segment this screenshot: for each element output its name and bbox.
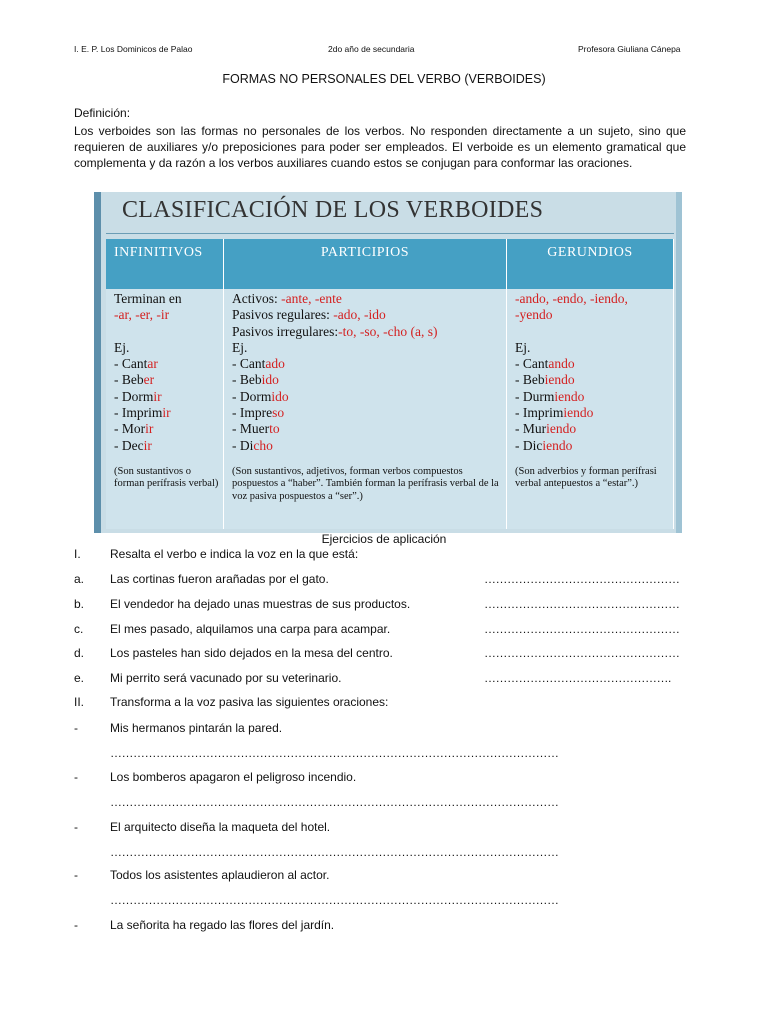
inf-ej: Ej. xyxy=(114,339,130,355)
header-school: I. E. P. Los Dominicos de Palao xyxy=(74,44,193,54)
example-word: - Muerto xyxy=(232,421,280,437)
par-regulares: Pasivos regulares: -ado, -ido xyxy=(232,307,386,323)
cell-gerundios xyxy=(507,289,674,529)
inf-endings: -ar, -er, -ir xyxy=(114,307,170,323)
inf-note: (Son sustantivos o forman perífrasis verbal) xyxy=(114,465,219,490)
header-gerundios: GERUNDIOS xyxy=(507,239,674,289)
example-word: - Decir xyxy=(114,437,152,453)
example-word: - Cantar xyxy=(114,356,158,372)
answer-line[interactable]: ……………………………………………………………………………………………………… xyxy=(110,845,559,859)
cell-participios xyxy=(224,289,507,529)
par-ej: Ej. xyxy=(232,339,248,355)
example-word: - Dicho xyxy=(232,437,273,453)
example-word: - Imprimiendo xyxy=(515,405,594,421)
ger-endings-2: -yendo xyxy=(515,307,553,323)
definition-text: Los verboides son las formas no personales de los verbos. No responden directamente a un sujeto, sino que requieren de auxiliares y/o preposiciones para poder ser empleados. El verboide es un elemento gramatical que complementa y da razón a los verbos auxiliares cuando estos se conjugan para conformar las oraciones. xyxy=(74,124,686,170)
page-title: FORMAS NO PERSONALES DEL VERBO (VERBOIDES) xyxy=(222,72,546,86)
header-infinitivos: INFINITIVOS xyxy=(106,239,224,289)
example-word: - Beber xyxy=(114,372,155,388)
exercises-title: Ejercicios de aplicación xyxy=(321,532,447,546)
inf-examples xyxy=(114,356,223,454)
example-word: - Dormir xyxy=(114,388,162,404)
example-word: - Cantando xyxy=(515,356,575,372)
example-word: - Bebiendo xyxy=(515,372,575,388)
answer-blank[interactable]: …………………………………………… xyxy=(484,597,680,611)
header-teacher: Profesora Giuliana Cánepa xyxy=(578,44,681,54)
figure-title: CLASIFICACIÓN DE LOS VERBOIDES xyxy=(122,197,544,223)
example-word: - Bebido xyxy=(232,372,279,388)
ger-endings-1: -ando, -endo, -iendo, xyxy=(515,291,628,306)
example-word: - Muriendo xyxy=(515,421,577,437)
answer-blank[interactable]: …………………………………………… xyxy=(484,572,680,586)
example-word: - Cantado xyxy=(232,356,285,372)
par-irregulares: Pasivos irregulares:-to, -so, -cho (a, s) xyxy=(232,323,438,339)
ger-examples xyxy=(515,356,673,454)
example-word: - Durmiendo xyxy=(515,388,585,404)
example-word: - Imprimir xyxy=(114,405,171,421)
inf-intro: Terminan en xyxy=(114,291,182,306)
answer-blank[interactable]: …………………………………………… xyxy=(484,622,680,636)
ger-note: (Son adverbios y forman perífrasi verbal antepuestos a “estar”.) xyxy=(515,465,657,490)
figure-divider xyxy=(106,233,674,234)
par-examples xyxy=(232,356,506,454)
par-note: (Son sustantivos, adjetivos, forman verbos compuestos pospuestos a “haber”. También forman la perífrasis verbal de la voz pasiva pospuestos a “ser”.) xyxy=(232,465,499,502)
cell-infinitivos xyxy=(106,289,224,529)
par-activos: Activos: -ante, -ente xyxy=(232,291,342,306)
example-word: - Diciendo xyxy=(515,437,573,453)
example-word: - Impreso xyxy=(232,405,285,421)
ger-ej: Ej. xyxy=(515,339,531,355)
figure-right-bar xyxy=(676,192,682,533)
answer-blank[interactable]: …………………………………………… xyxy=(484,646,680,660)
header-grade: 2do año de secundaria xyxy=(328,44,415,54)
example-word: - Morir xyxy=(114,421,154,437)
example-word: - Dormido xyxy=(232,388,289,404)
answer-line[interactable]: ……………………………………………………………………………………………………… xyxy=(110,746,559,760)
answer-blank[interactable]: …………………………………………. xyxy=(484,671,671,685)
answer-line[interactable]: ……………………………………………………………………………………………………… xyxy=(110,795,559,809)
figure-left-bar xyxy=(94,192,101,533)
definition-label: Definición: xyxy=(74,106,131,120)
header-participios: PARTICIPIOS xyxy=(224,239,507,289)
answer-line[interactable]: ……………………………………………………………………………………………………… xyxy=(110,893,559,907)
